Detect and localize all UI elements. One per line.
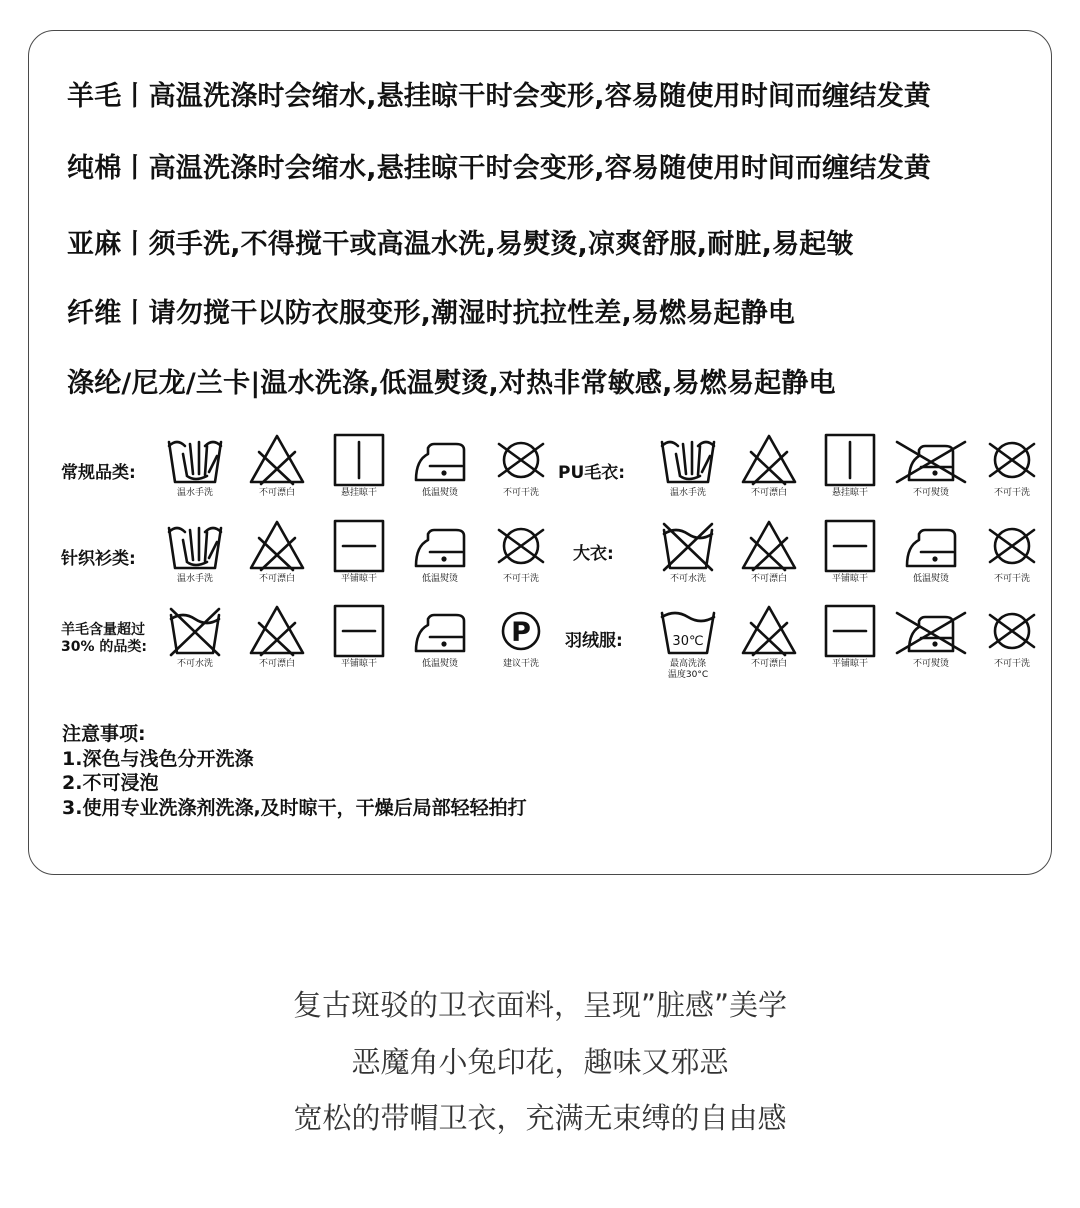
care-symbol-caption: 不可干洗: [502, 488, 539, 498]
care-symbol-caption: 不可干洗: [993, 488, 1030, 498]
notes-title: 注意事项:: [62, 723, 146, 745]
dry-clean-p-icon: [491, 603, 551, 659]
care-symbol: [319, 518, 399, 598]
group-label-pu-sweater: PU毛衣:: [558, 463, 626, 483]
group-label-wool-30-line1: 羊毛含量超过: [61, 622, 145, 638]
hand-wash-icon: [165, 518, 225, 574]
no-bleach-icon: [247, 603, 307, 659]
care-symbol-caption: 悬挂晾干: [831, 488, 868, 498]
group-label-wool-30: [61, 622, 147, 656]
material-row-cotton: 纯棉丨高温洗涤时会缩水,悬挂晾干时会变形,容易随使用时间而缠结发黄: [67, 153, 932, 184]
no-iron-icon: [901, 432, 961, 488]
care-symbol-caption: 低温熨烫: [421, 488, 458, 498]
care-symbol-caption: 不可干洗: [502, 574, 539, 584]
care-symbol: [481, 603, 561, 683]
care-symbol: [972, 432, 1052, 512]
note-item: 3.使用专业洗涤剂洗涤,及时晾干，干燥后局部轻轻拍打: [62, 796, 527, 819]
no-bleach-icon: [739, 518, 799, 574]
care-symbol: [810, 518, 890, 598]
care-symbol-caption: 不可漂白: [258, 574, 295, 584]
care-symbol: [810, 432, 890, 512]
care-symbol-caption: 不可水洗: [669, 574, 706, 584]
no-wash-icon: [658, 518, 718, 574]
flat-dry-icon: [329, 603, 389, 659]
care-symbol: [155, 518, 235, 598]
no-dry-clean-icon: [491, 432, 551, 488]
care-symbol: [319, 432, 399, 512]
no-dry-clean-icon: [982, 432, 1042, 488]
note-item: 2.不可浸泡: [62, 772, 159, 794]
care-symbol-caption: 不可干洗: [993, 659, 1030, 669]
care-symbol: [648, 518, 728, 598]
no-bleach-icon: [247, 518, 307, 574]
care-symbol-caption: 不可漂白: [750, 488, 787, 498]
care-symbol: [237, 603, 317, 683]
care-symbol-caption: 不可水洗: [176, 659, 213, 669]
care-symbol: [155, 603, 235, 683]
care-symbol: [481, 518, 561, 598]
flat-dry-icon: [820, 603, 880, 659]
iron-low-icon: [901, 518, 961, 574]
care-symbol-caption: 低温熨烫: [421, 659, 458, 669]
no-bleach-icon: [739, 603, 799, 659]
care-symbol-caption: 不可漂白: [258, 659, 295, 669]
care-symbol: [972, 603, 1052, 683]
caption-line: 温度30°C: [667, 670, 709, 680]
hand-wash-icon: [165, 432, 225, 488]
care-symbol-caption: 建议干洗: [502, 659, 539, 669]
care-symbol: [729, 432, 809, 512]
material-row-polyester: 涤纶/尼龙/兰卡|温水洗涤,低温熨烫,对热非常敏感,易燃易起静电: [67, 368, 836, 399]
svg-text:30℃: 30℃: [672, 634, 704, 649]
group-label-regular: 常规品类:: [61, 463, 136, 483]
care-symbol-caption: 平铺晾干: [831, 659, 868, 669]
care-symbol: [891, 603, 971, 683]
material-row-linen: 亚麻丨须手洗,不得搅干或高温水洗,易熨烫,凉爽舒服,耐脏,易起皱: [67, 229, 854, 260]
note-item: 1.深色与浅色分开洗涤: [62, 747, 254, 770]
care-symbol: [155, 432, 235, 512]
care-symbol: [729, 518, 809, 598]
hang-dry-icon: [820, 432, 880, 488]
care-symbol-caption: 温水手洗: [176, 488, 213, 498]
care-symbol-caption: 悬挂晾干: [340, 488, 377, 498]
group-label-knitwear: 针织衫类:: [61, 549, 136, 569]
no-bleach-icon: [247, 432, 307, 488]
care-symbol-caption: 平铺晾干: [831, 574, 868, 584]
care-symbol: [237, 518, 317, 598]
care-symbol-caption: 低温熨烫: [912, 574, 949, 584]
care-symbol-caption: 不可漂白: [258, 488, 295, 498]
svg-text:P: P: [511, 617, 531, 648]
hand-wash-icon: [658, 432, 718, 488]
hang-dry-icon: [329, 432, 389, 488]
care-symbol-caption: 不可漂白: [750, 659, 787, 669]
no-dry-clean-icon: [982, 603, 1042, 659]
care-symbol-caption: 平铺晾干: [340, 574, 377, 584]
tagline-2: 恶魔角小兔印花，趣味又邪恶: [351, 1045, 729, 1079]
care-symbol: [481, 432, 561, 512]
care-symbol: [648, 432, 728, 512]
group-label-down-jacket: 羽绒服:: [565, 631, 623, 651]
care-symbol: [400, 603, 480, 683]
material-row-wool: 羊毛丨高温洗涤时会缩水,悬挂晾干时会变形,容易随使用时间而缠结发黄: [67, 81, 932, 112]
care-symbol-caption: 不可干洗: [993, 574, 1030, 584]
care-symbol-caption: 温水手洗: [669, 488, 706, 498]
care-symbol: [319, 603, 399, 683]
tagline-3: 宽松的带帽卫衣，充满无束缚的自由感: [293, 1101, 787, 1135]
care-symbol-caption: 平铺晾干: [340, 659, 377, 669]
material-row-fiber: 纤维丨请勿搅干以防衣服变形,潮湿时抗拉性差,易燃易起静电: [67, 298, 796, 329]
wash-30-icon: [658, 603, 718, 659]
care-symbol: [891, 518, 971, 598]
caption-line: 最高洗涤: [669, 659, 706, 669]
no-iron-icon: [901, 603, 961, 659]
flat-dry-icon: [820, 518, 880, 574]
care-symbol: [400, 518, 480, 598]
care-symbol: [972, 518, 1052, 598]
group-label-coat: 大衣:: [573, 544, 614, 564]
care-symbol: [810, 603, 890, 683]
iron-low-icon: [410, 518, 470, 574]
care-symbol: [648, 603, 728, 683]
no-wash-icon: [165, 603, 225, 659]
tagline-1: 复古斑驳的卫衣面料，呈现”脏感”美学: [292, 988, 788, 1022]
no-dry-clean-icon: [491, 518, 551, 574]
no-bleach-icon: [739, 432, 799, 488]
notes-section: [62, 722, 527, 820]
flat-dry-icon: [329, 518, 389, 574]
care-symbol: [729, 603, 809, 683]
care-symbol-caption: [642, 659, 734, 681]
care-symbol-caption: 温水手洗: [176, 574, 213, 584]
group-label-wool-30-line2: 30% 的品类:: [61, 639, 147, 655]
care-symbol-caption: 不可熨烫: [912, 488, 949, 498]
iron-low-icon: [410, 603, 470, 659]
no-dry-clean-icon: [982, 518, 1042, 574]
care-symbol: [237, 432, 317, 512]
care-symbol-caption: 不可漂白: [750, 574, 787, 584]
iron-low-icon: [410, 432, 470, 488]
care-symbol-caption: 不可熨烫: [912, 659, 949, 669]
care-symbol: [891, 432, 971, 512]
care-symbol-caption: 低温熨烫: [421, 574, 458, 584]
care-symbol: [400, 432, 480, 512]
